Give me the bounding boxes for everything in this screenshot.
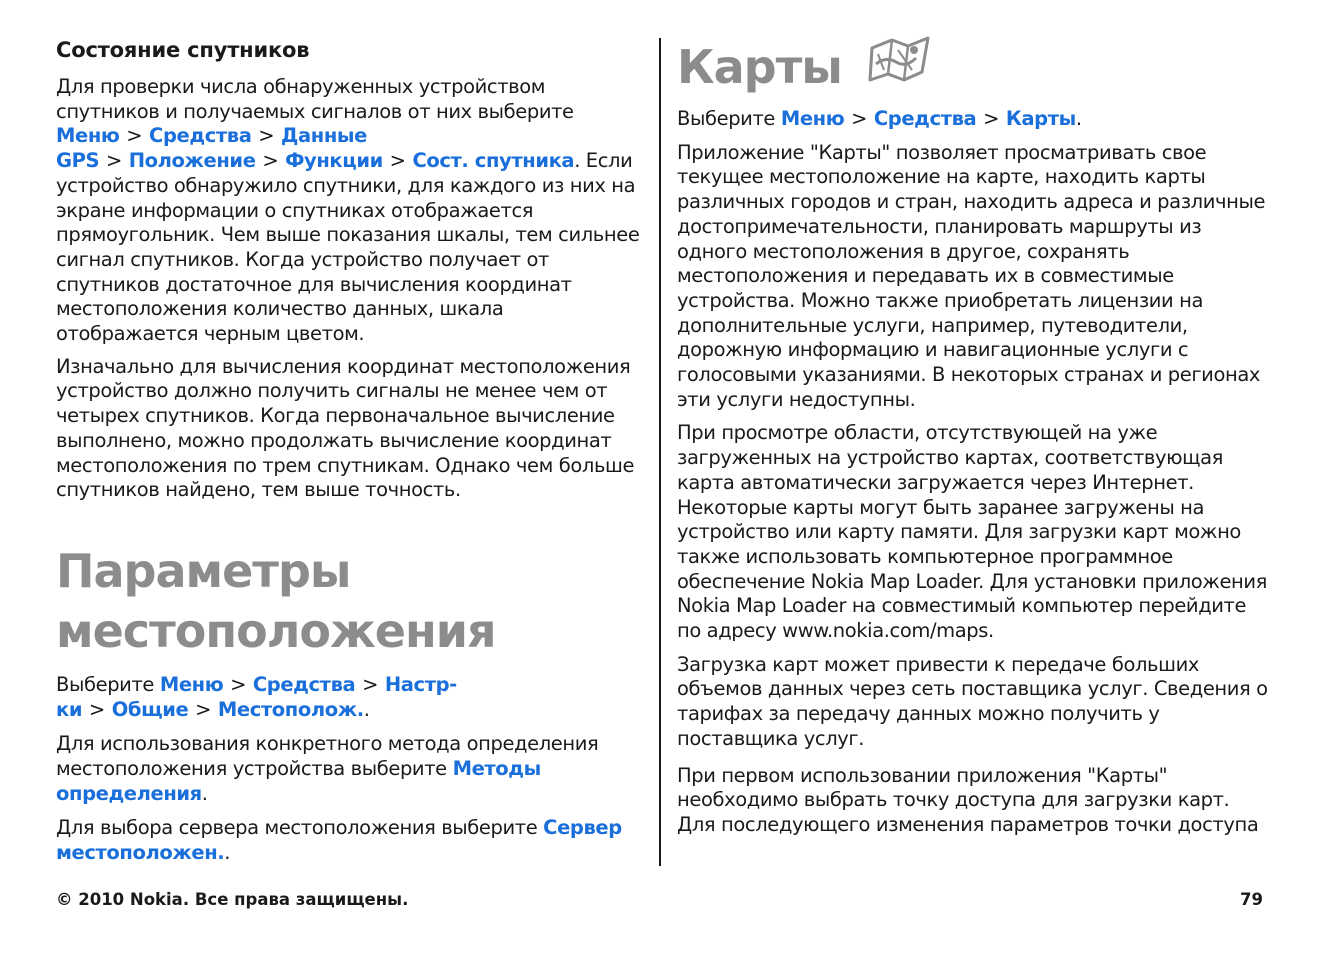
positioning-link[interactable]: Местополож. <box>217 697 364 721</box>
satellites-paragraph-2: Изначально для вычисления координат местоположения устройство должно получить сигналы не менее чем от четырех спутников. Когда первоначальное вычисление выполнено, можно продолжать вычисление координат местоположения по трем спутникам. Однако чем больше спутников найдено, тем выше точность. <box>56 354 635 502</box>
text: Для использования конкретного метода определения местоположения устройства выберите <box>56 732 599 781</box>
maps-title-text: Карты <box>677 39 842 94</box>
text: . <box>363 697 370 721</box>
text: Выберите <box>56 672 155 696</box>
text: . <box>224 841 231 865</box>
maps-path: Выберите Меню > Средства > Карты. <box>677 107 1082 130</box>
menu-link[interactable]: Меню <box>159 672 224 696</box>
column-divider <box>659 38 661 866</box>
positioning-methods-link[interactable]: Методы определения <box>56 757 541 805</box>
positioning-path: Выберите Меню > Средства > Настр-ки > Общие > Местополож.. <box>56 672 457 721</box>
tools-link[interactable]: Средства <box>252 672 356 696</box>
text: Для выбора сервера местоположения выберите <box>56 816 538 840</box>
tools-link[interactable]: Средства <box>873 107 977 130</box>
menu-link[interactable]: Меню <box>780 107 845 130</box>
general-link[interactable]: Общие <box>111 697 189 721</box>
section-heading-satellites: Состояние спутников <box>56 38 310 62</box>
title-line-2: местоположения <box>56 603 496 658</box>
maps-paragraph-1: Приложение "Карты" позволяет просматривать свое текущее местоположение на карте, находить карты различных городов и стран, находить адреса и различные достопримечательности, планировать маршруты из одного местоположения в другое, сохранять местоположения и передавать их в совместимые устройства. Можно также приобретать лицензии на дополнительные услуги, например, путеводители, дорожную информацию и навигационные услуги с голосовыми указаниями. В некоторых странах и регионах эти услуги недоступны. <box>677 140 1266 411</box>
maps-paragraph-4: При первом использовании приложения "Карты" необходимо выбрать точку доступа для загрузки карт. Для последующего изменения параметров точки доступа <box>677 763 1259 836</box>
text: . Если устройство обнаружило спутники, для каждого из них на экране информации о спутниках отображается прямоугольник. Чем выше показания шкалы, тем сильнее сигнал спутников. Когда устройство получает от спутников достаточное для вычисления координат местоположения количество данных, шкала отображается черным цветом. <box>56 149 640 346</box>
text: Выберите <box>677 107 776 130</box>
text: . <box>1075 107 1082 130</box>
page-number: 79 <box>1240 890 1263 909</box>
page-title-positioning <box>56 541 648 661</box>
page-title-maps <box>677 34 1269 99</box>
options-link[interactable]: Функции <box>285 149 383 173</box>
copyright: © 2010 Nokia. Все права защищены. <box>56 890 409 909</box>
satellites-paragraph-1: Для проверки числа обнаруженных устройством спутников и получаемых сигналов от них выберите Меню > Средства > Данные GPS > Положение > Функции > Сост. спутника. Если устройство обнаружило спутники, для каждого из них на экране информации о спутниках отображается прямоугольник. Чем выше показания шкалы, тем сильнее сигнал спутников. Когда устройство получает от спутников достаточное для вычисления координат местоположения количество данных, шкала отображается черным цветом. <box>56 75 640 346</box>
menu-link[interactable]: Меню <box>56 124 120 148</box>
settings-link[interactable]: Настр-ки <box>56 672 457 721</box>
maps-link[interactable]: Карты <box>1005 107 1076 130</box>
satellite-status-link[interactable]: Сост. спутника <box>412 149 575 173</box>
positioning-methods-paragraph <box>56 732 648 806</box>
maps-icon <box>868 34 932 99</box>
text: . <box>201 781 208 805</box>
maps-paragraph-2: При просмотре области, отсутствующей на уже загруженных на устройство картах, соответствующая карта автоматически загружается через Интернет. Некоторые карты могут быть заранее загружены на устройство или карту памяти. Для загрузки карт можно также использовать компьютерное программное обеспечение Nokia Map Loader. Для установки приложения Nokia Map Loader на совместимый компьютер перейдите по адресу www.nokia.com/maps. <box>677 421 1268 643</box>
text: Для проверки числа обнаруженных устройством спутников и получаемых сигналов от них выберите <box>56 75 574 123</box>
positioning-server-paragraph <box>56 816 648 865</box>
gps-data-link[interactable]: Данные GPS <box>56 124 367 173</box>
maps-paragraph-3: Загрузка карт может привести к передаче больших объемов данных через сеть поставщика услуг. Сведения о тарифах за передачу данных можно получить у поставщика услуг. <box>677 652 1268 750</box>
positioning-server-link[interactable]: Сервер местоположен. <box>56 816 622 865</box>
right-column <box>677 34 1269 838</box>
left-column <box>56 34 648 866</box>
title-line-1: Параметры <box>56 543 351 598</box>
position-link[interactable]: Положение <box>128 149 256 173</box>
tools-link[interactable]: Средства <box>149 124 252 148</box>
